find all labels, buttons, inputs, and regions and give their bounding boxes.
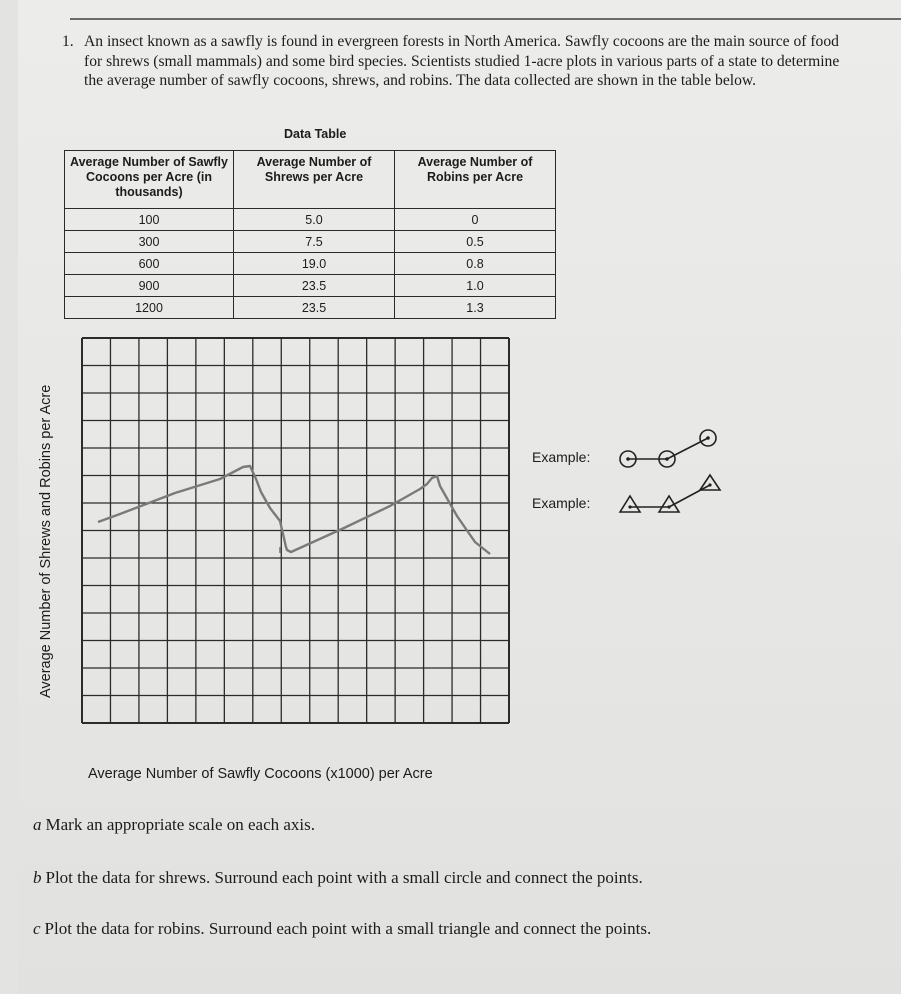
cell-robins: 0: [395, 209, 556, 231]
table-row: [65, 209, 556, 231]
y-axis-label: Average Number of Shrews and Robins per Acre: [38, 384, 54, 698]
part-b: [33, 868, 643, 888]
grid-lines: [82, 338, 509, 723]
cell-robins: 1.0: [395, 275, 556, 297]
part-c: [33, 919, 651, 939]
table-row: [65, 275, 556, 297]
cell-shrews: 19.0: [234, 253, 395, 275]
table-row: [65, 253, 556, 275]
question-text: An insect known as a sawfly is found in evergreen forests in North America. Sawfly cocoons are the main source of food for shrews (small mammals) and some bird species. Scientists studied 1-acre plots in various parts of a state to determine the average number of sawfly cocoons, shrews, and robins. The data collected are shown in the table below.: [84, 33, 840, 89]
header-robins: Average Number of Robins per Acre: [395, 151, 556, 209]
cell-robins: 0.5: [395, 231, 556, 253]
cell-cocoons: 900: [65, 275, 234, 297]
header-shrews: Average Number of Shrews per Acre: [234, 151, 395, 209]
triangle-example-icon: [612, 470, 724, 518]
table-title: Data Table: [284, 127, 347, 141]
part-a-text: Mark an appropriate scale on each axis.: [45, 815, 316, 834]
cell-robins: 0.8: [395, 253, 556, 275]
part-c-text: Plot the data for robins. Surround each point with a small triangle and connect the points.: [44, 919, 652, 938]
graph-grid: [80, 336, 512, 726]
cell-robins: 1.3: [395, 297, 556, 319]
table-row: [65, 297, 556, 319]
cell-shrews: 5.0: [234, 209, 395, 231]
part-c-letter: c: [33, 919, 41, 938]
header-cocoons: Average Number of Sawfly Cocoons per Acre (in thousands): [65, 151, 234, 209]
table-header-row: [65, 151, 556, 209]
question-1: [62, 32, 842, 91]
cell-cocoons: 600: [65, 253, 234, 275]
cell-cocoons: 1200: [65, 297, 234, 319]
hand-drawn-line: [98, 466, 490, 554]
part-b-letter: b: [33, 868, 42, 887]
cell-cocoons: 100: [65, 209, 234, 231]
cell-shrews: 7.5: [234, 231, 395, 253]
example-circle-label: Example:: [532, 449, 591, 465]
example-triangle-label: Example:: [532, 495, 591, 511]
circle-example-icon: [612, 428, 722, 476]
part-b-text: Plot the data for shrews. Surround each point with a small circle and connect the points.: [45, 868, 643, 887]
top-rule: [70, 18, 901, 20]
cell-cocoons: 300: [65, 231, 234, 253]
table-row: [65, 231, 556, 253]
part-a-letter: a: [33, 815, 42, 834]
x-axis-label: Average Number of Sawfly Cocoons (x1000) per Acre: [88, 766, 433, 782]
question-number: 1.: [62, 33, 74, 50]
cell-shrews: 23.5: [234, 275, 395, 297]
cell-shrews: 23.5: [234, 297, 395, 319]
part-a: [33, 815, 315, 835]
data-table: [64, 150, 556, 319]
